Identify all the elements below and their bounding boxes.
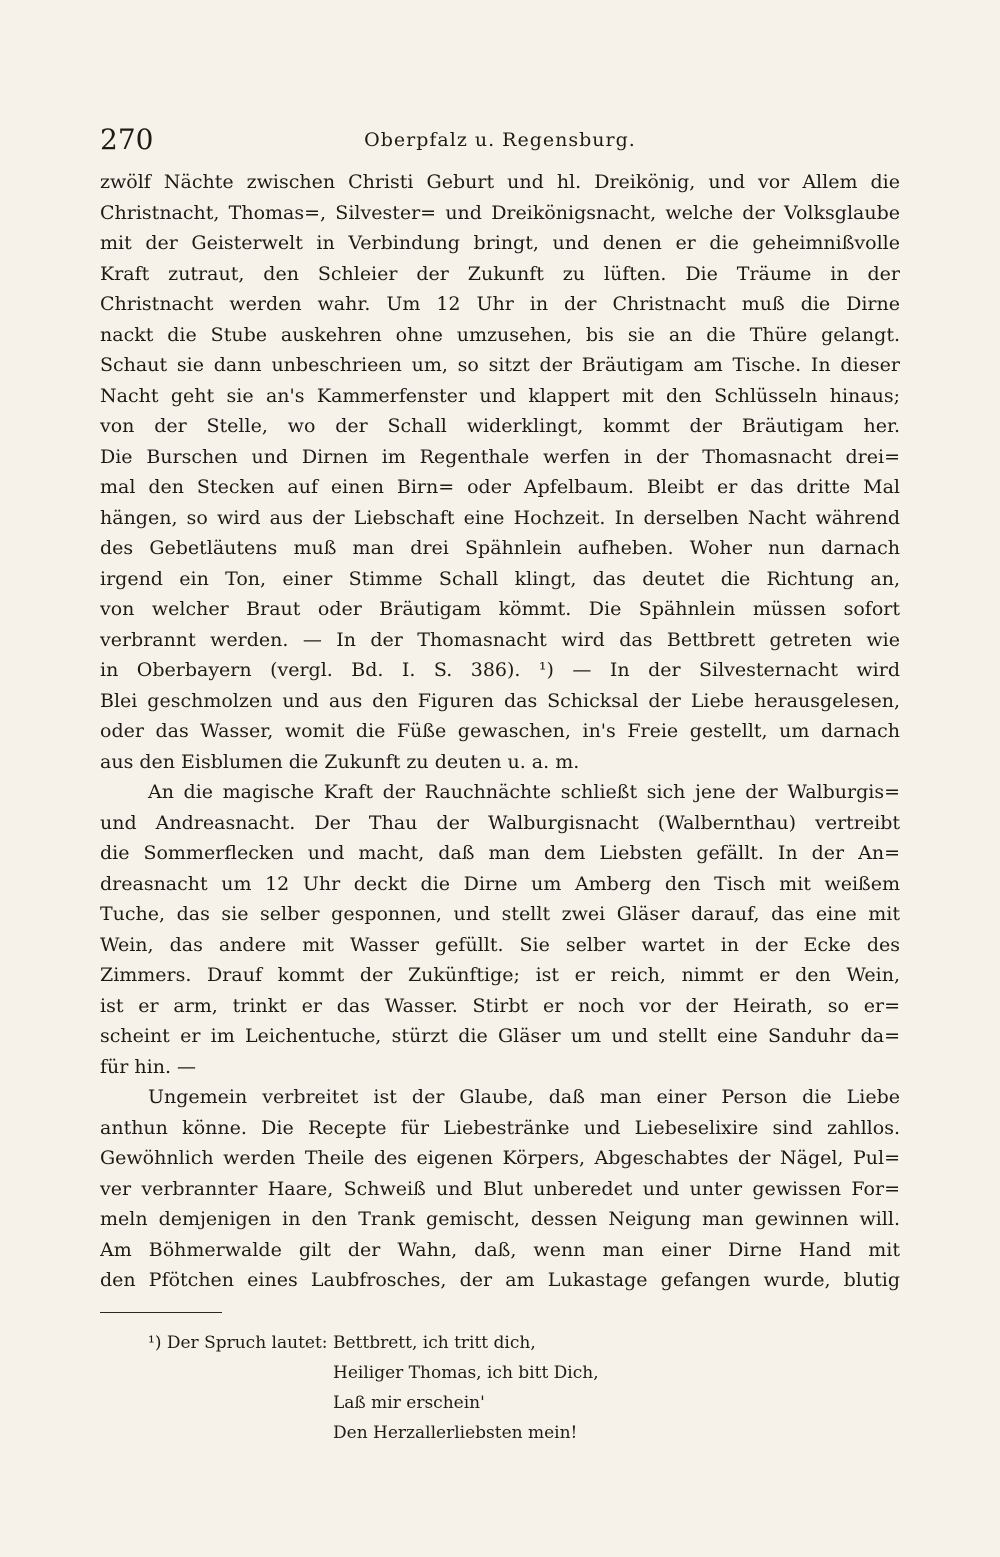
footnote-marker: ¹) [148,1333,162,1353]
text-line: Wein, das andere mit Wasser gefüllt. Sie selber wartet in der Ecke des [100,933,900,956]
text-line: meln demjenigen in den Trank gemischt, dessen Neigung man gewinnen will. [100,1208,900,1230]
text-line: für hin. — [100,1055,197,1078]
page-number: 270 [100,123,154,156]
text-line: Blei geschmolzen und aus den Figuren das Schicksal der Liebe herausgelesen, [100,689,900,712]
text-line: Die Burschen und Dirnen im Regenthale werfen in der Thomasnacht drei= [100,445,900,468]
text-line: An die magische Kraft der Rauchnächte schließt sich jene der Walburgis= [148,781,900,803]
text-line: von der Stelle, wo der Schall widerklingt, kommt der Bräutigam her. [100,415,900,437]
footnote-divider [100,1312,222,1313]
text-line: dreasnacht um 12 Uhr deckt die Dirne um Amberg den Tisch mit weißem [100,872,900,895]
text-line: Tuche, das sie selber gesponnen, und stellt zwei Gläser darauf, das eine mit [100,903,900,925]
footnote-intro: Der Spruch lautet: [166,1333,328,1353]
footnote-line [148,1418,748,1448]
footnote-line [148,1328,748,1358]
footnote-line [148,1388,748,1418]
text-line: verbrannt werden. — In der Thomasnacht wird das Bettbrett getreten wie [100,628,900,651]
text-line: oder das Wasser, womit die Füße gewaschen, in's Freie gestellt, um darnach [100,720,900,742]
text-line: hängen, so wird aus der Liebschaft eine Hochzeit. In derselben Nacht während [100,506,900,529]
page-header [100,120,900,160]
text-line: von welcher Braut oder Bräutigam kömmt. Die Spähnlein müssen sofort [100,598,900,620]
text-line: zwölf Nächte zwischen Christi Geburt und hl. Dreikönig, und vor Allem die [100,171,900,193]
body-text [100,167,900,1296]
text-line: Zimmers. Drauf kommt der Zukünftige; ist er reich, nimmt er den Wein, [100,964,900,986]
footnote-line [148,1358,748,1388]
footnote-verse-line: Laß mir erschein' [333,1393,485,1413]
text-line: anthun könne. Die Recepte für Liebestränke und Liebeselixire sind zahllos. [100,1116,900,1139]
text-line: in Oberbayern (vergl. Bd. I. S. 386). ¹) — In der Silvesternacht wird [100,659,900,681]
text-line: Ungemein verbreitet ist der Glaube, daß man einer Person die Liebe [148,1086,900,1108]
text-line: die Sommerflecken und macht, daß man dem Liebsten gefällt. In der An= [100,842,900,864]
text-line: irgend ein Ton, einer Stimme Schall klingt, das deutet die Richtung an, [100,567,900,590]
text-line: Nacht geht sie an's Kammerfenster und klappert mit den Schlüsseln hinaus; [100,384,900,407]
text-line: den Pfötchen eines Laubfrosches, der am Lukastage gefangen wurde, blutig [100,1269,900,1291]
footnote [148,1328,748,1448]
text-line: nackt die Stube auskehren ohne umzusehen, bis sie an die Thüre gelangt. [100,323,900,346]
text-line: aus den Eisblumen die Zukunft zu deuten u. a. m. [100,750,580,773]
text-line: Gewöhnlich werden Theile des eigenen Körpers, Abgeschabtes der Nägel, Pul= [100,1147,900,1169]
text-line: Christnacht werden wahr. Um 12 Uhr in der Christnacht muß die Dirne [100,293,900,315]
text-line: Christnacht, Thomas=, Silvester= und Dreikönigsnacht, welche der Volksglaube [100,201,900,224]
text-line: mal den Stecken auf einen Birn= oder Apfelbaum. Bleibt er das dritte Mal [100,476,900,498]
text-line: ver verbrannter Haare, Schweiß und Blut unberedet und unter gewissen For= [100,1177,900,1200]
text-line: des Gebetläutens muß man drei Spähnlein aufheben. Woher nun darnach [100,537,900,559]
text-line: mit der Geisterwelt in Verbindung bringt, und denen er die geheimnißvolle [100,232,900,254]
footnote-verse-line: Heiliger Thomas, ich bitt Dich, [333,1363,599,1383]
text-line: scheint er im Leichentuche, stürzt die Gläser um und stellt eine Sanduhr da= [100,1025,900,1047]
text-line: Am Böhmerwalde gilt der Wahn, daß, wenn man einer Dirne Hand mit [100,1238,900,1261]
footnote-verse-line: Den Herzallerliebsten mein! [333,1423,578,1443]
footnote-verse-line: Bettbrett, ich tritt dich, [333,1333,536,1353]
text-line: und Andreasnacht. Der Thau der Walburgisnacht (Walbernthau) vertreibt [100,811,900,834]
text-line: ist er arm, trinkt er das Wasser. Stirbt er noch vor der Heirath, so er= [100,994,900,1017]
text-line: Schaut sie dann unbeschrieen um, so sitzt der Bräutigam am Tische. In dieser [100,354,900,376]
text-line: Kraft zutraut, den Schleier der Zukunft zu lüften. Die Träume in der [100,262,900,285]
running-head: Oberpfalz u. Regensburg. [364,129,636,151]
